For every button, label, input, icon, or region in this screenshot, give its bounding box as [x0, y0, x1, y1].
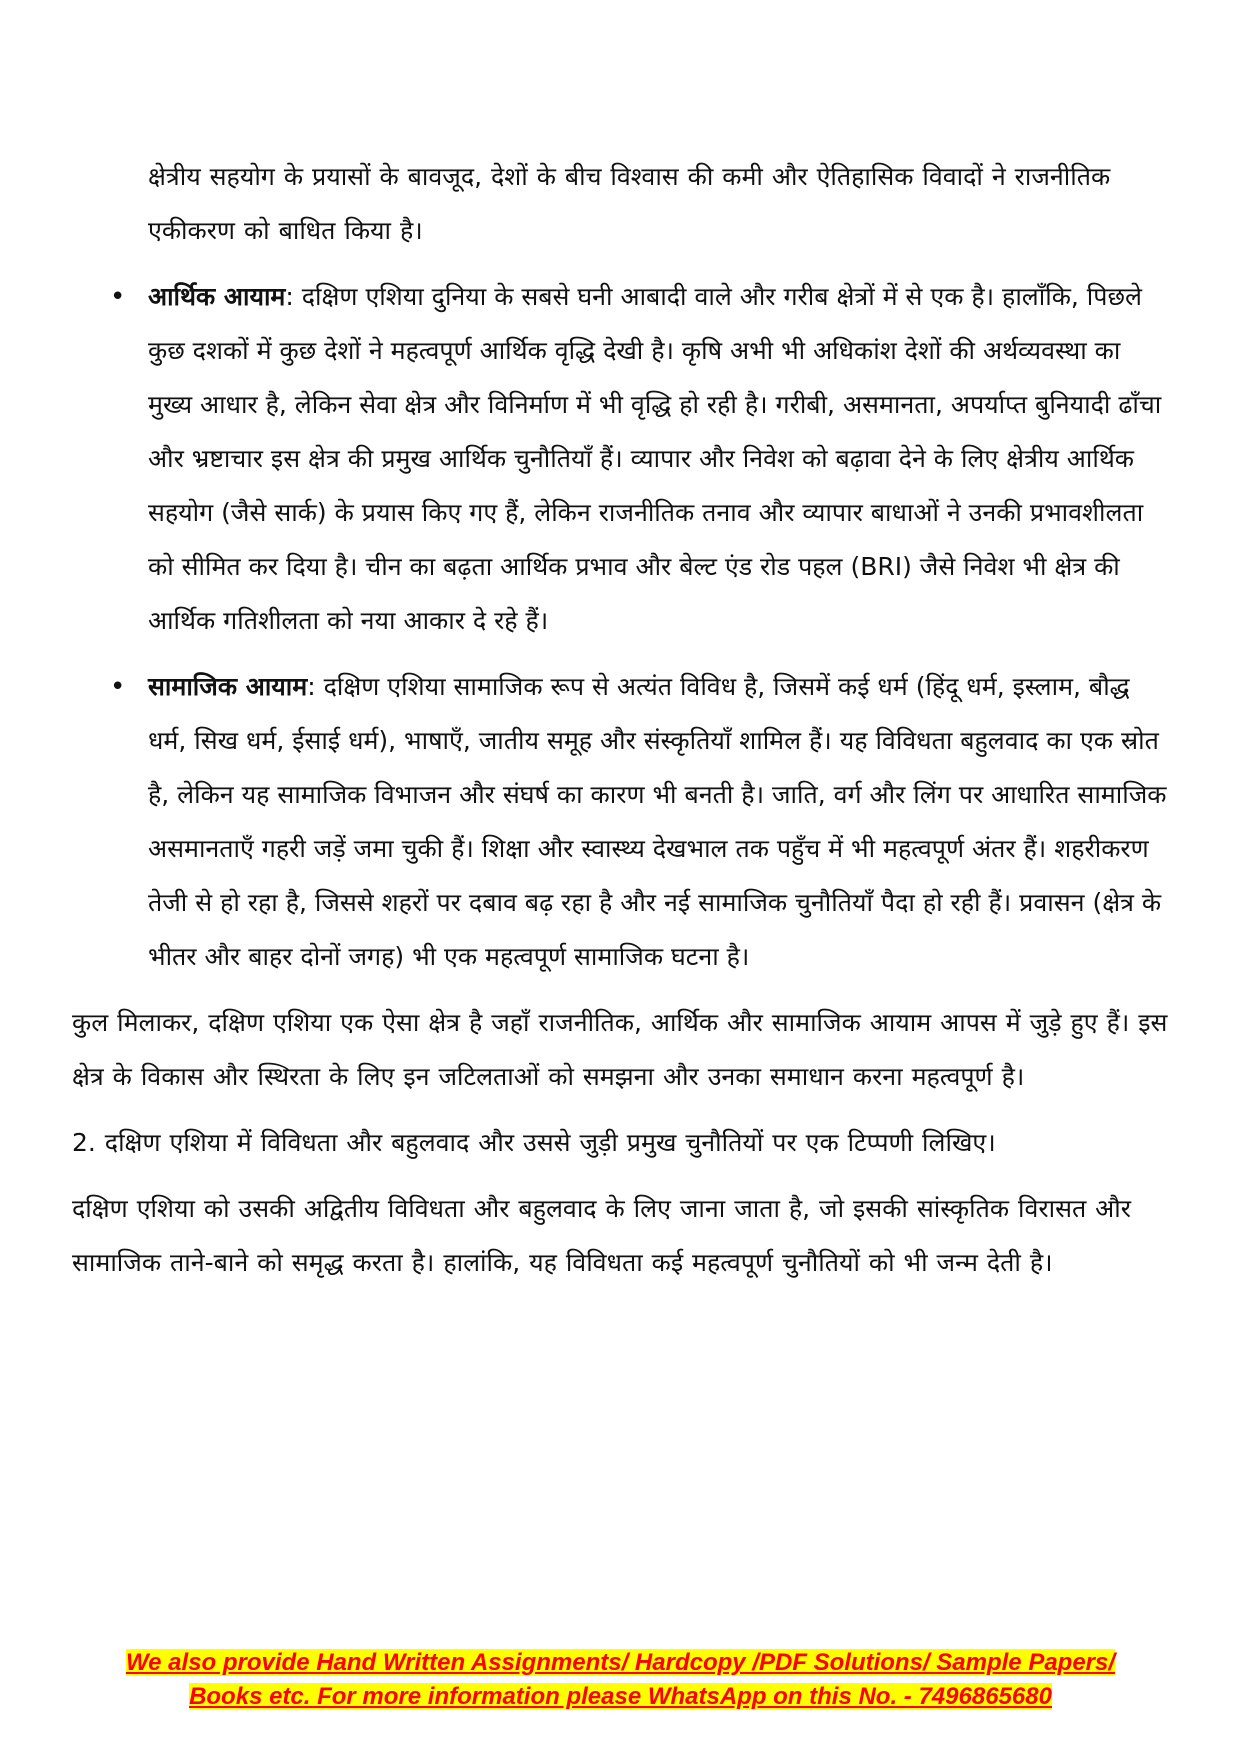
- bullet-dot-icon: •: [110, 672, 126, 702]
- promo-footer: [0, 1646, 1241, 1714]
- bullet-economic-dimension: [110, 270, 1172, 648]
- bullet-social-dimension: [110, 660, 1172, 984]
- conclusion-paragraph: कुल मिलाकर, दक्षिण एशिया एक ऐसा क्षेत्र है जहाँ राजनीतिक, आर्थिक और सामाजिक आयाम आपस में जुड़े हुए हैं। इस क्षेत्र के विकास और स्थिरता के लिए इन जटिलताओं को समझना और उनका समाधान करना महत्वपूर्ण है।: [72, 1008, 1168, 1091]
- answer-intro-paragraph: दक्षिण एशिया को उसकी अद्वितीय विविधता और बहुलवाद के लिए जाना जाता है, जो इसकी सांस्कृतिक विरासत और सामाजिक ताने-बाने को समृद्ध करता है। हालांकि, यह विविधता कई महत्वपूर्ण चुनौतियों को भी जन्म देती है।: [72, 1194, 1131, 1277]
- bullet-text: : दक्षिण एशिया दुनिया के सबसे घनी आबादी वाले और गरीब क्षेत्रों में से एक है। हालाँकि, पिछले कुछ दशकों में कुछ देशों ने महत्वपूर्ण आर्थिक वृद्धि देखी है। कृषि अभी भी अधिकांश देशों की अर्थव्यवस्था का मुख्य आधार है, लेकिन सेवा क्षेत्र और विनिर्माण में भी वृद्धि हो रही है। गरीबी, असमानता, अपर्याप्त बुनियादी ढाँचा और भ्रष्टाचार इस क्षेत्र की प्रमुख आर्थिक चुनौतियाँ हैं। व्यापार और निवेश को बढ़ावा देने के लिए क्षेत्रीय आर्थिक सहयोग (जैसे सार्क) के प्रयास किए गए हैं, लेकिन राजनीतिक तनाव और व्यापार बाधाओं ने उनकी प्रभावशीलता को सीमित कर दिया है। चीन का बढ़ता आर्थिक प्रभाव और बेल्ट एंड रोड पहल (BRI) जैसे निवेश भी क्षेत्र की आर्थिक गतिशीलता को नया आकार दे रहे हैं।: [148, 282, 1162, 635]
- footer-line-1: We also provide Hand Written Assignments/ Hardcopy /PDF Solutions/ Sample Papers/: [125, 1649, 1116, 1676]
- question-heading: 2. दक्षिण एशिया में विविधता और बहुलवाद और उससे जुड़ी प्रमुख चुनौतियों पर एक टिप्पणी लिखिए।: [72, 1128, 996, 1157]
- document-body: [72, 150, 1172, 1302]
- bullet-heading: सामाजिक आयाम: [148, 672, 308, 701]
- bullet-heading: आर्थिक आयाम: [148, 282, 286, 311]
- intro-continuation-paragraph: क्षेत्रीय सहयोग के प्रयासों के बावजूद, देशों के बीच विश्वास की कमी और ऐतिहासिक विवादों ने राजनीतिक एकीकरण को बाधित किया है।: [148, 162, 1111, 245]
- footer-line-2: Books etc. For more information please WhatsApp on this No. - 7496865680: [189, 1683, 1052, 1710]
- bullet-text: : दक्षिण एशिया सामाजिक रूप से अत्यंत विविध है, जिसमें कई धर्म (हिंदू धर्म, इस्लाम, बौद्ध धर्म, सिख धर्म, ईसाई धर्म), भाषाएँ, जातीय समूह और संस्कृतियाँ शामिल हैं। यह विविधता बहुलवाद का एक स्रोत है, लेकिन यह सामाजिक विभाजन और संघर्ष का कारण भी बनती है। जाति, वर्ग और लिंग पर आधारित सामाजिक असमानताएँ गहरी जड़ें जमा चुकी हैं। शिक्षा और स्वास्थ्य देखभाल तक पहुँच में भी महत्वपूर्ण अंतर हैं। शहरीकरण तेजी से हो रहा है, जिससे शहरों पर दबाव बढ़ रहा है और नई सामाजिक चुनौतियाँ पैदा हो रही हैं। प्रवासन (क्षेत्र के भीतर और बाहर दोनों जगह) भी एक महत्वपूर्ण सामाजिक घटना है।: [148, 672, 1167, 971]
- bullet-dot-icon: •: [110, 282, 126, 312]
